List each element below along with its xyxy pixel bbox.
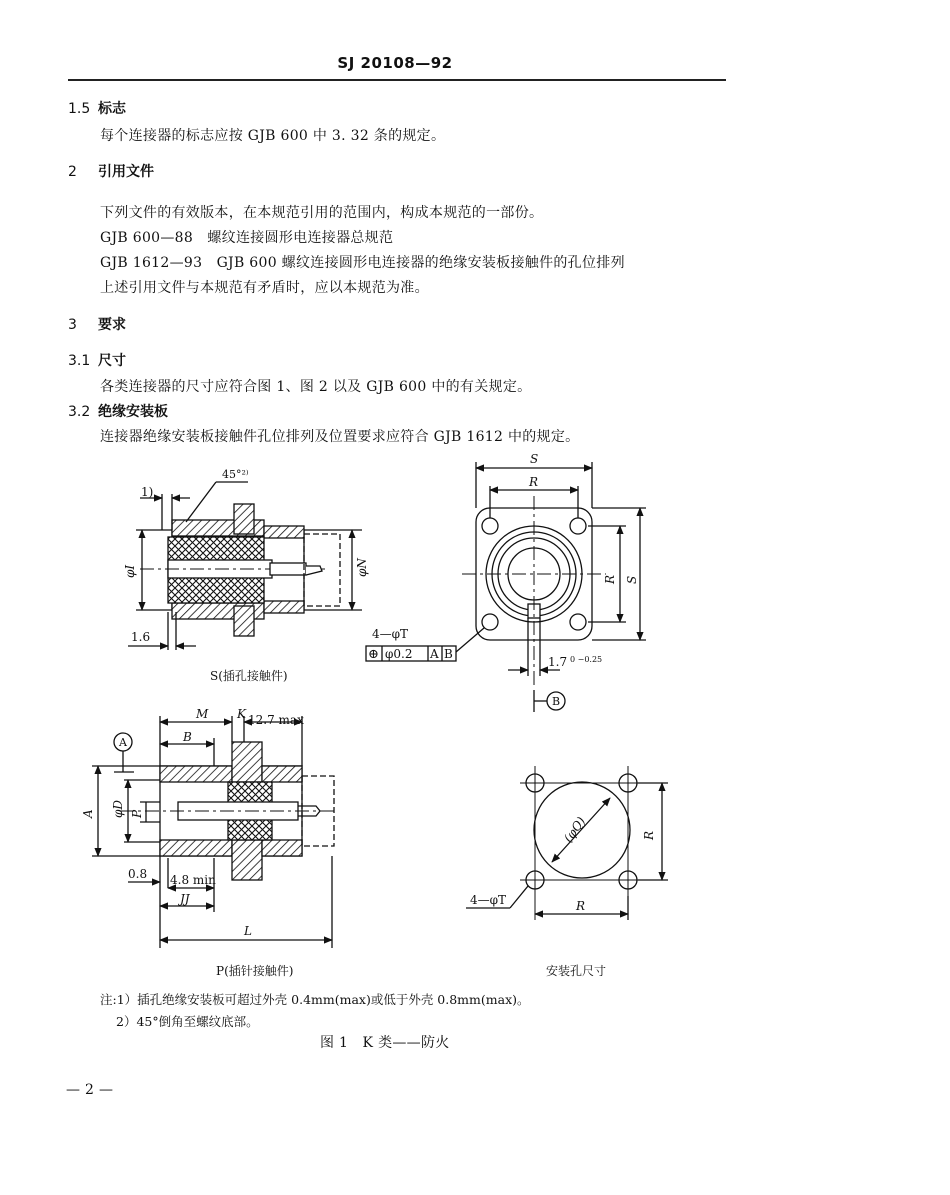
section-1-5-body: 每个连接器的标志应按 GJB 600 中 3. 32 条的规定。 — [100, 128, 446, 144]
datum-a-label: A — [119, 736, 127, 749]
chamfer-label: 45°²⁾ — [222, 468, 249, 481]
dim-1-7-label: 1.7 — [548, 655, 568, 669]
section-number: 2 — [68, 164, 77, 180]
dim-r-right-label: R — [603, 574, 617, 584]
dim-r-bottom-label: R — [576, 899, 586, 913]
dim-r-top-label: R — [529, 475, 539, 489]
section-title: 引用文件 — [98, 164, 154, 180]
holes-label: 4—φT — [372, 627, 409, 641]
dim-m-label: M — [196, 707, 209, 721]
section-3-2-body: 连接器绝缘安装板接触件孔位排列及位置要求应符合 GJB 1612 中的规定。 — [100, 429, 580, 445]
phi-q-label: (φQ) — [561, 814, 589, 845]
dim-r-right-label: R — [642, 830, 656, 840]
socket-connector-drawing — [128, 482, 362, 650]
figure-note: 注:1）插孔绝缘安装板可超过外壳 0.4mm(max)或低于外壳 0.8mm(max)。 — [100, 992, 530, 1007]
dim-b-label: B — [183, 730, 192, 744]
phi-i-label: φI — [123, 564, 137, 578]
dim-a-label: A — [81, 809, 95, 818]
reference-item: GJB 600—88 螺纹连接圆形电连接器总规范 — [100, 230, 394, 246]
phi-d-label: φD — [111, 799, 125, 818]
page-number: — 2 — — [66, 1082, 114, 1098]
dim-jj-label: JJ — [180, 892, 190, 906]
dim-l-label: L — [244, 924, 252, 938]
socket-caption: S(插孔接触件) — [210, 669, 288, 683]
section-2-conflict: 上述引用文件与本规范有矛盾时，应以本规范为准。 — [100, 280, 429, 296]
document-number: SJ 20108—92 — [337, 54, 453, 72]
section-title: 绝缘安装板 — [98, 404, 168, 420]
figure-title: 图 1 K 类——防火 — [320, 1035, 450, 1051]
phi-n-label: φN — [355, 558, 369, 577]
section-3-1-body: 各类连接器的尺寸应符合图 1、图 2 以及 GJB 600 中的有关规定。 — [100, 379, 532, 395]
dim-p-label: P — [130, 809, 144, 818]
section-number: 3 — [68, 317, 77, 333]
pin-caption: P(插针接触件) — [216, 964, 294, 978]
position-tolerance-value: φ0.2 — [385, 647, 413, 661]
mounting-hole-caption: 安装孔尺寸 — [546, 964, 607, 978]
reference-item: GJB 1612—93 GJB 600 螺纹连接圆形电连接器的绝缘安装板接触件的孔位排列 — [100, 255, 625, 271]
section-number: 3.2 — [68, 404, 91, 420]
section-2-intro: 下列文件的有效版本，在本规范引用的范围内，构成本规范的一部份。 — [100, 205, 544, 221]
holes-label: 4—φT — [470, 893, 507, 907]
tolerance-datum-b: B — [444, 647, 453, 661]
dim-1-6-label: 1.6 — [131, 630, 151, 644]
dim-s-right-label: S — [625, 575, 639, 584]
section-number: 1.5 — [68, 101, 91, 117]
dim-k-label: K — [237, 707, 246, 721]
figure-note: 2）45°倒角至螺纹底部。 — [116, 1014, 259, 1029]
section-title: 尺寸 — [98, 353, 126, 369]
dim-1-7-tolerance: 0 −0.25 — [570, 655, 603, 664]
pin-connector-drawing — [92, 716, 334, 948]
position-tolerance-symbol: ⊕ — [368, 647, 379, 662]
note-1-marker: 1) — [141, 485, 154, 499]
tolerance-datum-a: A — [430, 647, 439, 661]
dim-0-8-label: 0.8 — [128, 867, 148, 881]
section-number: 3.1 — [68, 353, 91, 369]
datum-b-label: B — [552, 695, 561, 708]
dim-4-8-label: 4.8 min — [170, 873, 216, 887]
flange-view-drawing — [366, 462, 646, 712]
section-title: 标志 — [98, 101, 126, 117]
dim-12-7-label: 12.7 max — [248, 713, 304, 727]
section-title: 要求 — [98, 317, 126, 333]
dim-s-top-label: S — [530, 452, 539, 466]
